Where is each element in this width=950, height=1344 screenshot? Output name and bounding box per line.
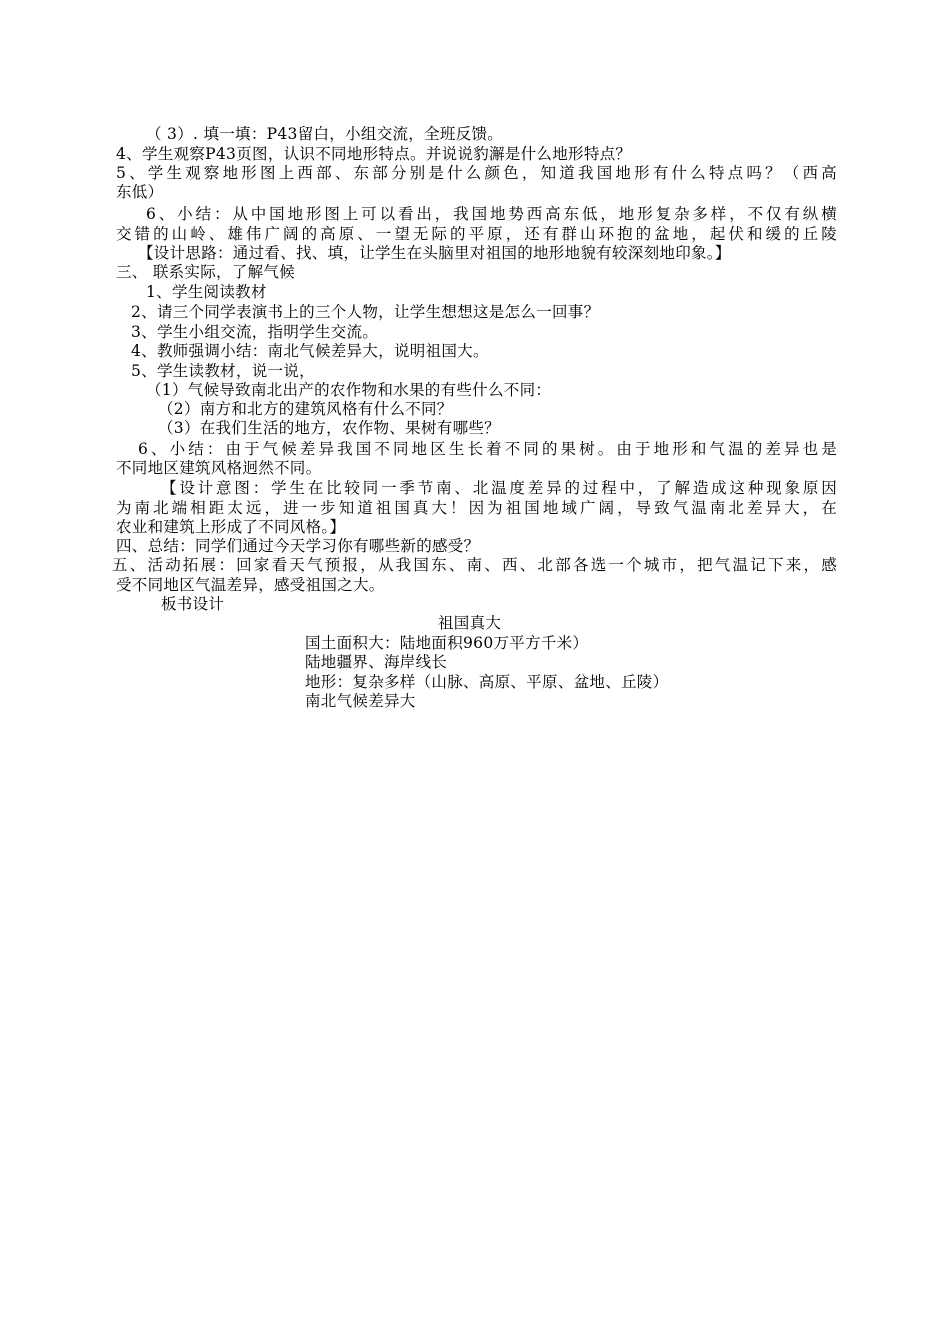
fill-in-step: （ 3）. 填一填：P43留白，小组交流，全班反馈。 [146,125,504,143]
terrain-color-step: 5、学生观察地形图上西部、东部分别是什么颜色，知道我国地形有什么特点吗？（西高 [116,164,837,182]
climate-question-1: （1）气候导致南北出产的农作物和水果的有些什么不同： [146,381,552,399]
board-line-terrain: 地形：复杂多样（山脉、高原、平原、盆地、丘陵） [305,673,669,691]
terrain-summary: 6、小结：从中国地形图上可以看出，我国地势西高东低，地形复杂多样，不仅有纵横 [146,205,837,223]
terrain-summary-cont: 交错的山岭、雄伟广阔的高原、一望无际的平原，还有群山环抱的盆地，起伏和缓的丘陵 [116,225,837,243]
climate-summary-cont: 不同地区建筑风格迥然不同。 [116,459,322,477]
section-3-heading: 三、 联系实际，了解气候 [116,263,296,281]
board-line-area: 国土面积大：陆地面积960万平方千米） [305,634,589,652]
section-5-activity-cont: 受不同地区气温差异，感受祖国之大。 [116,576,385,594]
climate-step-5: 5、学生读教材，说一说， [131,362,315,380]
board-line-climate: 南北气候差异大 [305,692,416,710]
climate-step-3: 3、学生小组交流，指明学生交流。 [131,323,379,341]
board-line-border: 陆地疆界、海岸线长 [305,653,448,671]
terrain-color-step-cont: 东低） [116,183,164,201]
board-title: 祖国真大 [438,614,502,632]
climate-step-1: 1、学生阅读教材 [146,283,267,301]
design-intent-climate-cont: 为南北端相距太远，进一步知道祖国真大！因为祖国地域广阔，导致气温南北差异大，在 [116,499,837,517]
climate-step-2: 2、请三个同学表演书上的三个人物，让学生想想这是怎么一回事？ [131,303,600,321]
observe-p43-step: 4、学生观察P43页图，认识不同地形特点。并说说豹澥是什么地形特点？ [116,145,632,163]
climate-step-4: 4、教师强调小结：南北气候差异大，说明祖国大。 [131,342,489,360]
climate-summary: 6、小结：由于气候差异我国不同地区生长着不同的果树。由于地形和气温的差异也是 [138,440,837,458]
section-4-summary: 四、总结：同学们通过今天学习你有哪些新的感受？ [116,537,480,555]
climate-question-3: （3）在我们生活的地方，农作物、果树有哪些？ [158,419,500,437]
design-intent-climate-end: 农业和建筑上形成了不同风格。】 [116,518,346,536]
design-intent-climate: 【设计意图：学生在比较同一季节南、北温度差异的过程中，了解造成这种现象原因 [161,479,837,497]
climate-question-2: （2）南方和北方的建筑风格有什么不同？ [158,400,453,418]
design-idea-terrain: 【设计思路：通过看、找、填，让学生在头脑里对祖国的地形地貌有较深刻地印象。】 [138,244,731,262]
board-design-label: 板书设计 [161,595,225,613]
section-5-activity: 五、活动拓展：回家看天气预报，从我国东、南、西、北部各选一个城市，把气温记下来，感 [112,556,837,574]
